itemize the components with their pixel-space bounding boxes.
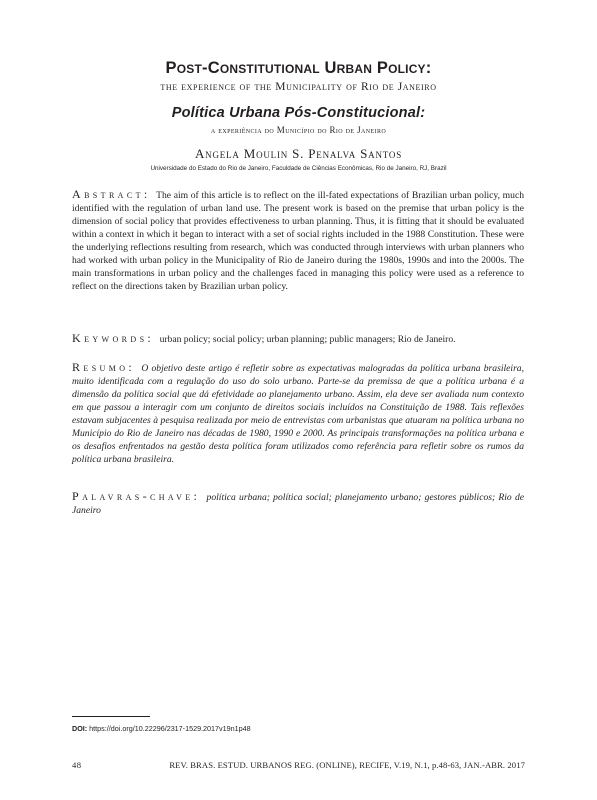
abstract-section xyxy=(72,188,524,293)
doi-label: DOI: xyxy=(72,724,88,733)
keywords-label: Keywords: xyxy=(72,331,155,345)
abstract-text: The aim of this article is to reflect on the ill-fated expectations of Brazilian urban policy, much identified with the regulation of urban land use. The present work is based on the premise that urban policy is the dimension of social policy that provides effectiveness to urban planning. Thus, it is fitting that it should be evaluated within a context in which it began to interact with a set of social rights included in the 1988 Constitution. These were the underlying reflections resulting from research, which was conducted through interviews with urban planners who had worked with urban policy in the Municipality of Rio de Janeiro during the 1980s, 1990s and into the 2000s. The main transformations in urban policy and the challenges faced in managing this policy were used as a reference to reflect on the directions taken by Brazilian urban policy. xyxy=(72,190,524,292)
abstract-label: Abstract: xyxy=(72,187,151,201)
doi-footnote xyxy=(72,724,251,733)
keywords-section xyxy=(72,332,524,346)
resumo-text: O objetivo deste artigo é refletir sobre as expectativas malogradas da política urbana brasileira, muito identificada com a regulação do uso do solo urbano. Parte-se da premissa de que a política urbana é a dimensão da política social que dá efetividade ao planejamento urbano. Assim, ela deve ser avaliada num contexto em que passou a interagir com um conjunto de direitos sociais incluídos na Constituição de 1988. Tais reflexões estavam subjacentes à pesquisa realizada por meio de entrevistas com urbanistas que atuaram na política urbana no Município do Rio de Janeiro nas décadas de 1980, 1990 e 2000. As principais transformações na política urbana e os desafios enfrentados na gestão desta política foram utilizados como referência para refletir sobre os rumos da política urbana brasileira. xyxy=(72,363,524,465)
page-number: 48 xyxy=(72,760,82,770)
resumo-label: Resumo: xyxy=(72,360,136,374)
article-title-english: Post-Constitutional Urban Policy: xyxy=(165,59,432,77)
journal-citation: REV. BRAS. ESTUD. URBANOS REG. (ONLINE), RECIFE, V.19, N.1, p.48-63, JAN.-ABR. 2017 xyxy=(169,760,525,770)
doi-link[interactable]: https://doi.org/10.22296/2317-1529.2017v19n1p48 xyxy=(87,724,251,733)
footnote-divider xyxy=(72,716,150,717)
author-name: Angela Moulin S. Penalva Santos xyxy=(194,146,403,161)
palavras-chave-text: política urbana; política social; planejamento urbano; gestores públicos; Rio de Janeiro xyxy=(72,492,524,516)
keywords-text: urban policy; social policy; urban planning; public managers; Rio de Janeiro. xyxy=(159,334,456,345)
article-title-portuguese: Política Urbana Pós-Constitucional: xyxy=(171,105,426,121)
palavras-chave-section xyxy=(72,490,524,517)
article-subtitle-english: the experience of the Municipality of Rio de Janeiro xyxy=(160,81,437,93)
article-subtitle-portuguese: a experiência do Município do Rio de Janeiro xyxy=(210,125,387,135)
resumo-section xyxy=(72,361,524,466)
palavras-chave-label: Palavras-chave: xyxy=(72,489,201,503)
author-affiliation: Universidade do Estado do Rio de Janeiro, Faculdade de Ciências Econômicas, Rio de Janeiro, RJ, Brazil xyxy=(150,165,447,172)
